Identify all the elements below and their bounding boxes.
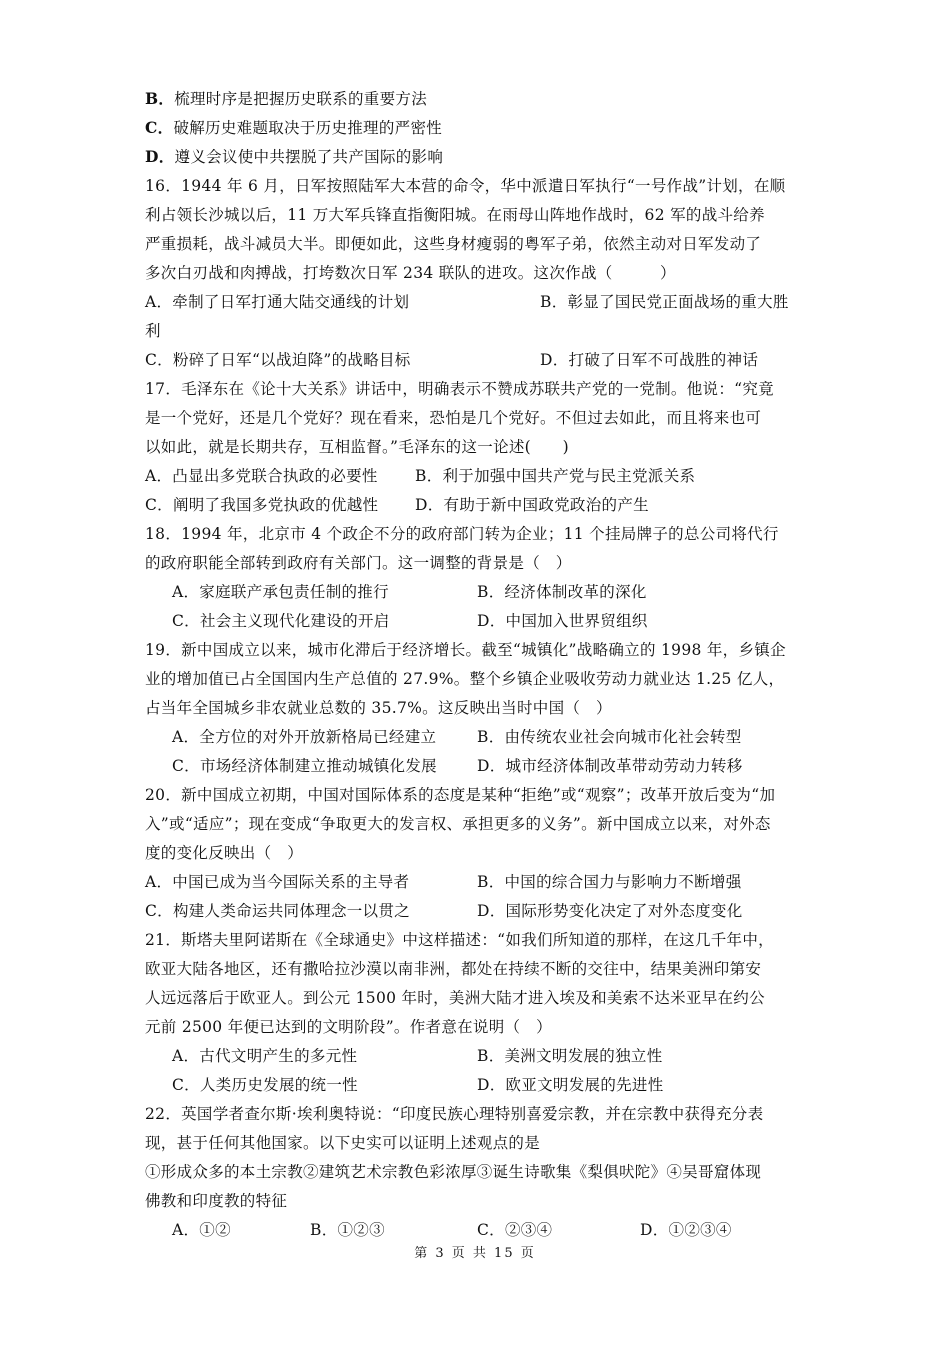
q15-option-d: D．遵义会议使中共摆脱了共产国际的影响 xyxy=(145,147,444,166)
q21-option-b: B．美洲文明发展的独立性 xyxy=(477,1047,663,1065)
q17-stem-line: 以如此，就是长期共存，互相监督。”毛泽东的这一论述( ) xyxy=(145,438,569,456)
q17-stem-line: 17．毛泽东在《论十大关系》讲话中，明确表示不赞成苏联共产党的一党制。他说：“究竟 xyxy=(145,380,774,398)
q18-option-d: D．中国加入世界贸组织 xyxy=(477,612,648,630)
q16-option-a: A．牵制了日军打通大陆交通线的计划 xyxy=(145,293,410,311)
q19-stem-line: 19．新中国成立以来，城市化滞后于经济增长。截至“城镇化”战略确立的 1998 年，乡镇企 xyxy=(145,641,786,659)
q17-option-b: B．利于加强中国共产党与民主党派关系 xyxy=(415,467,696,485)
q21-option-a: A．古代文明产生的多元性 xyxy=(172,1047,358,1065)
q21-option-d: D．欧亚文明发展的先进性 xyxy=(477,1076,664,1094)
q16-stem-line: 多次白刃战和肉搏战，打垮数次日军 234 联队的进攻。这次作战（ ） xyxy=(145,264,676,282)
q21-stem-line: 人远远落后于欧亚人。到公元 1500 年时，美洲大陆才进入埃及和美索不达米亚早在约公 xyxy=(145,989,765,1007)
q21-option-c: C．人类历史发展的统一性 xyxy=(172,1076,358,1094)
q16-option-d: D．打破了日军不可战胜的神话 xyxy=(540,351,759,369)
q22-stem-line: 佛教和印度教的特征 xyxy=(145,1192,288,1210)
q20-option-b: B．中国的综合国力与影响力不断增强 xyxy=(477,873,742,891)
q20-option-d: D．国际形势变化决定了对外态度变化 xyxy=(477,902,743,920)
q22-option-c: C．②③④ xyxy=(477,1221,553,1239)
q16-stem-line: 严重损耗，战斗减员大半。即便如此，这些身材瘦弱的粤军子弟，依然主动对日军发动了 xyxy=(145,235,762,253)
q20-option-a: A．中国已成为当今国际关系的主导者 xyxy=(145,873,410,891)
q17-option-c: C．阐明了我国多党执政的优越性 xyxy=(145,496,379,514)
q18-option-c: C．社会主义现代化建设的开启 xyxy=(172,612,390,630)
q18-stem-line: 的政府职能全部转到政府有关部门。这一调整的背景是（ ） xyxy=(145,554,572,572)
q21-stem-line: 欧亚大陆各地区，还有撒哈拉沙漠以南非洲，都处在持续不断的交往中，结果美洲印第安 xyxy=(145,960,762,978)
q22-option-d: D．①②③④ xyxy=(640,1221,732,1239)
q19-stem-line: 业的增加值已占全国国内生产总值的 27.9%。整个乡镇企业吸收劳动力就业达 1.25 亿人， xyxy=(145,670,785,688)
q20-stem-line: 入”或“适应”；现在变成“争取更大的发言权、承担更多的义务”。新中国成立以来，对外态 xyxy=(145,815,771,833)
q20-stem-line: 20．新中国成立初期，中国对国际体系的态度是某种“拒绝”或“观察”；改革开放后变为“加 xyxy=(145,786,776,804)
q19-option-c: C．市场经济体制建立推动城镇化发展 xyxy=(172,757,437,775)
q22-stem-line: 现，甚于任何其他国家。以下史实可以证明上述观点的是 xyxy=(145,1134,541,1152)
q16-option-b-cont: 利 xyxy=(145,322,161,340)
q19-option-d: D．城市经济体制改革带动劳动力转移 xyxy=(477,757,743,775)
q17-stem-line: 是一个党好，还是几个党好？现在看来，恐怕是几个党好。不但过去如此，而且将来也可 xyxy=(145,409,762,427)
q19-option-a: A．全方位的对外开放新格局已经建立 xyxy=(172,728,437,746)
q21-stem-line: 元前 2500 年便已达到的文明阶段”。作者意在说明（ ） xyxy=(145,1018,552,1036)
page-number-footer: 第 3 页 共 15 页 xyxy=(414,1246,536,1261)
q20-option-c: C．构建人类命运共同体理念一以贯之 xyxy=(145,902,410,920)
q16-stem-line: 16．1944 年 6 月，日军按照陆军大本营的命令，华中派遣日军执行“一号作战”计划，在顺 xyxy=(145,177,786,195)
q22-option-b: B．①②③ xyxy=(310,1221,385,1239)
q18-option-a: A．家庭联产承包责任制的推行 xyxy=(172,583,389,601)
q20-stem-line: 度的变化反映出（ ） xyxy=(145,844,304,862)
q22-stem-line: ①形成众多的本土宗教②建筑艺术宗教色彩浓厚③诞生诗歌集《梨俱吠陀》④吴哥窟体现 xyxy=(145,1163,762,1181)
q15-option-b: B．梳理时序是把握历史联系的重要方法 xyxy=(145,89,428,108)
q18-option-b: B．经济体制改革的深化 xyxy=(477,583,647,601)
q22-option-a: A．①② xyxy=(172,1221,231,1239)
q18-stem-line: 18．1994 年，北京市 4 个政企不分的政府部门转为企业；11 个挂局牌子的总公司将代行 xyxy=(145,525,779,543)
q21-stem-line: 21．斯塔夫里阿诺斯在《全球通史》中这样描述：“如我们所知道的那样，在这几千年中， xyxy=(145,931,774,949)
q19-option-b: B．由传统农业社会向城市化社会转型 xyxy=(477,728,742,746)
q22-stem-line: 22．英国学者查尔斯·埃利奥特说：“印度民族心理特别喜爱宗教，并在宗教中获得充分表 xyxy=(145,1105,764,1123)
q16-option-c: C．粉碎了日军“以战迫降”的战略目标 xyxy=(145,351,411,369)
q17-option-a: A．凸显出多党联合执政的必要性 xyxy=(145,467,378,485)
q15-option-c: C．破解历史难题取决于历史推理的严密性 xyxy=(145,118,443,137)
q19-stem-line: 占当年全国城乡非农就业总数的 35.7%。这反映出当时中国（ ） xyxy=(145,699,612,717)
q16-option-b: B．彰显了国民党正面战场的重大胜 xyxy=(540,293,789,311)
q17-option-d: D．有助于新中国政党政治的产生 xyxy=(415,496,649,514)
q16-stem-line: 利占领长沙城以后，11 万大军兵锋直指衡阳城。在雨母山阵地作战时，62 军的战斗给养 xyxy=(145,206,765,224)
